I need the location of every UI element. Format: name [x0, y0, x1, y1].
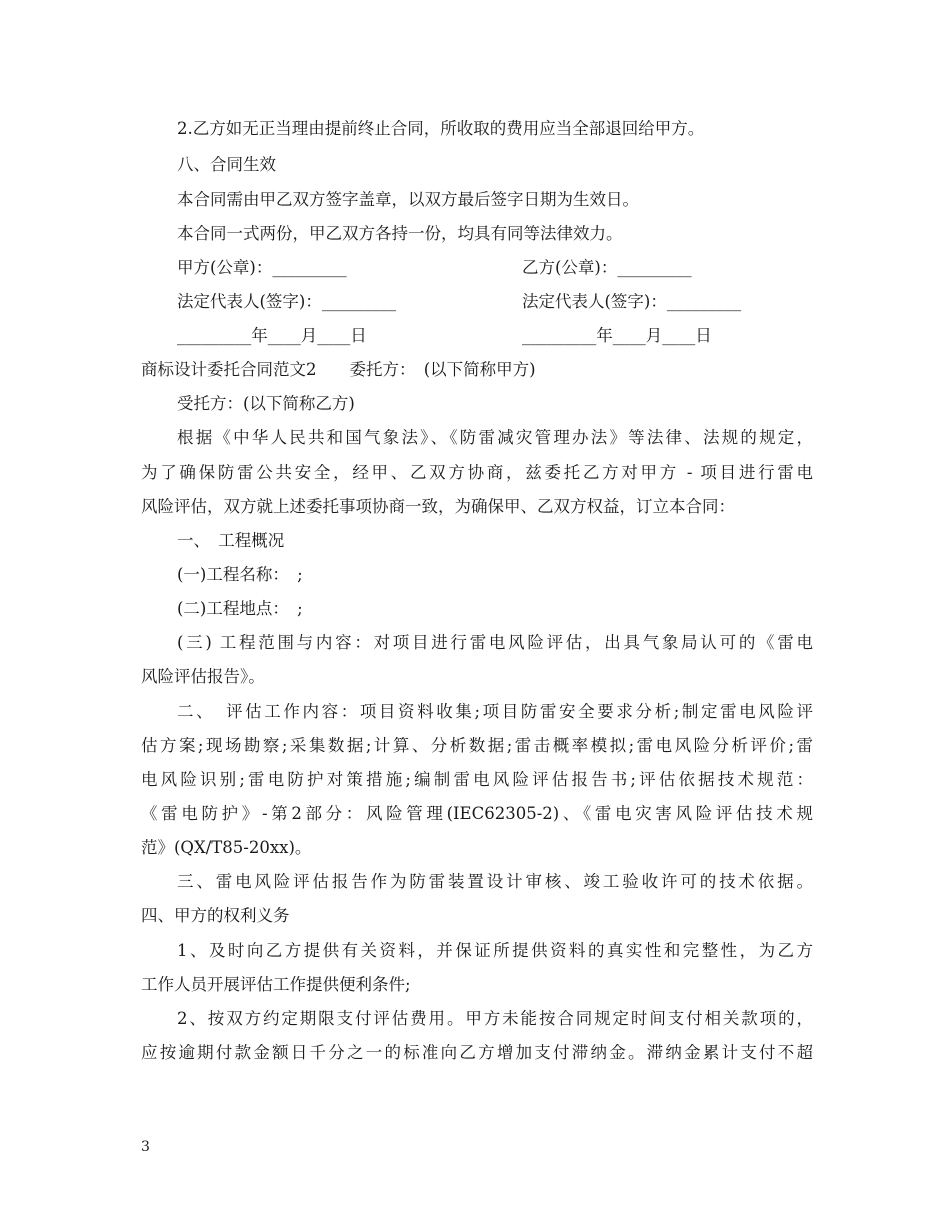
- text-line: 估方案;现场勘察;采集数据;计算、分析数据;雷击概率模拟;雷电风险分析评价;雷: [141, 736, 813, 755]
- text-line: 二、 评估工作内容：项目资料收集;项目防雷安全要求分析;制定雷电风险评: [177, 702, 813, 721]
- text-line: 受托方：(以下简称乙方): [177, 394, 355, 413]
- document-title-line: 商标设计委托合同范文2 委托方： (以下简称甲方): [141, 360, 536, 379]
- text-line: 2、按双方约定期限支付评估费用。甲方未能按合同规定时间支付相关款项的，: [177, 1009, 813, 1028]
- text-line: 《雷电防护》-第2部分：风险管理(IEC62305-2)、《雷电灾害风险评估技术规: [141, 804, 813, 823]
- text-line: 电风险识别;雷电防护对策措施;编制雷电风险评估报告书;评估依据技术规范：: [141, 770, 813, 789]
- text-line: 2.乙方如无正当理由提前终止合同，所收取的费用应当全部退回给甲方。: [177, 119, 705, 138]
- text-line: 风险评估报告》。: [141, 667, 265, 686]
- text-line: 为了确保防雷公共安全，经甲、乙双方协商，兹委托乙方对甲方 - 项目进行雷电: [141, 463, 813, 482]
- text-line: 本合同需由甲乙双方签字盖章，以双方最后签字日期为生效日。: [177, 190, 639, 209]
- party-a-date-field: _________年____月____日: [177, 326, 367, 345]
- section-heading: 八、合同生效: [177, 155, 276, 174]
- party-a-seal-field: 甲方(公章)：_________: [177, 258, 347, 277]
- text-line: 本合同一式两份，甲乙双方各持一份，均具有同等法律效力。: [177, 224, 623, 243]
- text-line: 根据《中华人民共和国气象法》、《防雷减灾管理办法》等法律、法规的规定，: [177, 428, 813, 447]
- text-line: 风险评估，双方就上述委托事项协商一致，为确保甲、乙双方权益，订立本合同：: [141, 497, 735, 516]
- party-b-date-field: _________年____月____日: [522, 326, 712, 345]
- text-line: (三) 工程范围与内容：对项目进行雷电风险评估，出具气象局认可的《雷电: [177, 633, 813, 652]
- text-line: 应按逾期付款金额日千分之一的标准向乙方增加支付滞纳金。滞纳金累计支付不超: [141, 1043, 813, 1062]
- party-a-representative-field: 法定代表人(签字)：_________: [177, 292, 397, 311]
- text-line: 三、雷电风险评估报告作为防雷装置设计审核、竣工验收许可的技术依据。: [177, 872, 813, 891]
- text-line: 工作人员开展评估工作提供便利条件;: [141, 975, 411, 994]
- section-heading: 四、甲方的权利义务: [141, 906, 290, 925]
- text-line: (一)工程名称： ;: [177, 565, 303, 584]
- page-number: 3: [141, 1139, 150, 1155]
- section-heading: 一、 工程概况: [177, 531, 285, 550]
- text-line: (二)工程地点： ;: [177, 599, 303, 618]
- party-b-seal-field: 乙方(公章)：_________: [522, 258, 692, 277]
- text-line: 1、及时向乙方提供有关资料，并保证所提供资料的真实性和完整性，为乙方: [177, 941, 813, 960]
- text-line: 范》(QX/T85-20xx)。: [141, 838, 312, 857]
- party-b-representative-field: 法定代表人(签字)：_________: [522, 292, 742, 311]
